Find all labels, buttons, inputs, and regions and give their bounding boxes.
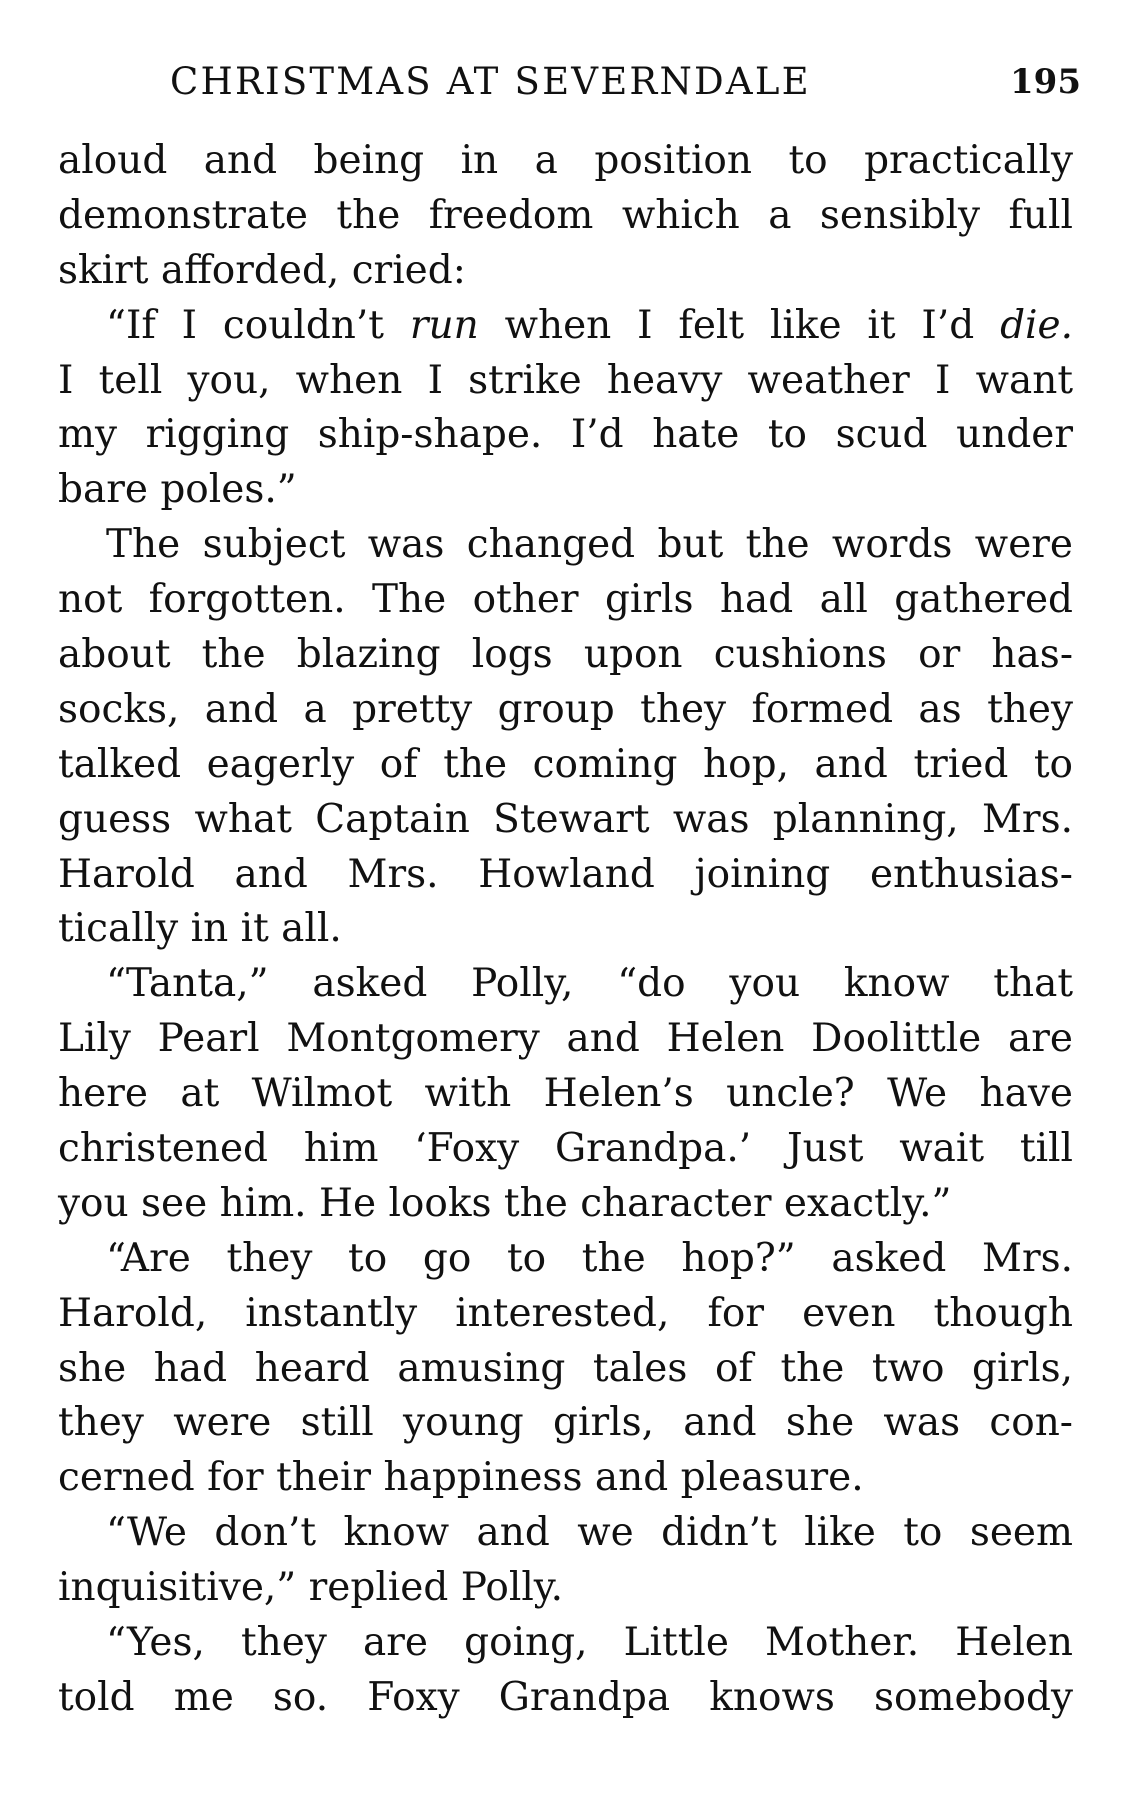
text-line xyxy=(58,299,1073,354)
text-line: I tell you, when I strike heavy weather I want xyxy=(58,357,1073,403)
text-line: about the blazing logs upon cushions or has- xyxy=(58,632,1073,678)
text-line: “We don’t know and we didn’t like to seem xyxy=(106,1510,1073,1556)
text-line: Lily Pearl Montgomery and Helen Doolittle are xyxy=(58,1016,1073,1062)
running-head: CHRISTMAS AT SEVERNDALE xyxy=(170,60,811,103)
text-line: Harold, instantly interested, for even though xyxy=(58,1290,1073,1336)
text-line: guess what Captain Stewart was planning, Mrs. xyxy=(58,796,1073,842)
text-line: told me so. Foxy Grandpa knows somebody xyxy=(58,1674,1073,1720)
text-line: “Yes, they are going, Little Mother. Helen xyxy=(106,1620,1073,1666)
text-line: not forgotten. The other girls had all gathered xyxy=(58,577,1073,623)
text-line: cerned for their happiness and pleasure. xyxy=(58,1455,864,1501)
text-line: christened him ‘Foxy Grandpa.’ Just wait till xyxy=(58,1126,1073,1172)
text-line: bare poles.” xyxy=(58,467,297,513)
text-line: tically in it all. xyxy=(58,906,342,952)
text-line: skirt afforded, cried: xyxy=(58,247,466,293)
text-line: my rigging ship-shape. I’d hate to scud under xyxy=(58,412,1073,458)
text-line: you see him. He looks the character exactly.” xyxy=(58,1180,952,1226)
text-run: when I felt like it I’d xyxy=(478,302,1001,348)
text-run: “If I couldn’t xyxy=(106,302,410,348)
page-header xyxy=(58,52,1081,112)
text-line: socks, and a pretty group they formed as they xyxy=(58,686,1073,732)
text-line: talked eagerly of the coming hop, and tried to xyxy=(58,741,1073,787)
text-line: here at Wilmot with Helen’s uncle? We have xyxy=(58,1071,1073,1117)
text-line: The subject was changed but the words were xyxy=(106,522,1073,568)
text-line: “Are they to go to the hop?” asked Mrs. xyxy=(106,1235,1073,1281)
text-line: inquisitive,” replied Polly. xyxy=(58,1565,564,1611)
text-line: “Tanta,” asked Polly, “do you know that xyxy=(106,961,1073,1007)
text-line: aloud and being in a position to practically xyxy=(58,138,1073,183)
italic-word: run xyxy=(409,302,479,348)
text-line: they were still young girls, and she was con- xyxy=(58,1400,1073,1446)
body-text xyxy=(58,134,1073,1726)
text-line: demonstrate the freedom which a sensibly full xyxy=(58,192,1073,238)
italic-word: die. xyxy=(1000,302,1073,348)
page-number: 195 xyxy=(1010,62,1081,102)
text-line: she had heard amusing tales of the two girls, xyxy=(58,1345,1073,1391)
text-line: Harold and Mrs. Howland joining enthusias- xyxy=(58,851,1073,897)
book-page xyxy=(58,52,1081,1726)
